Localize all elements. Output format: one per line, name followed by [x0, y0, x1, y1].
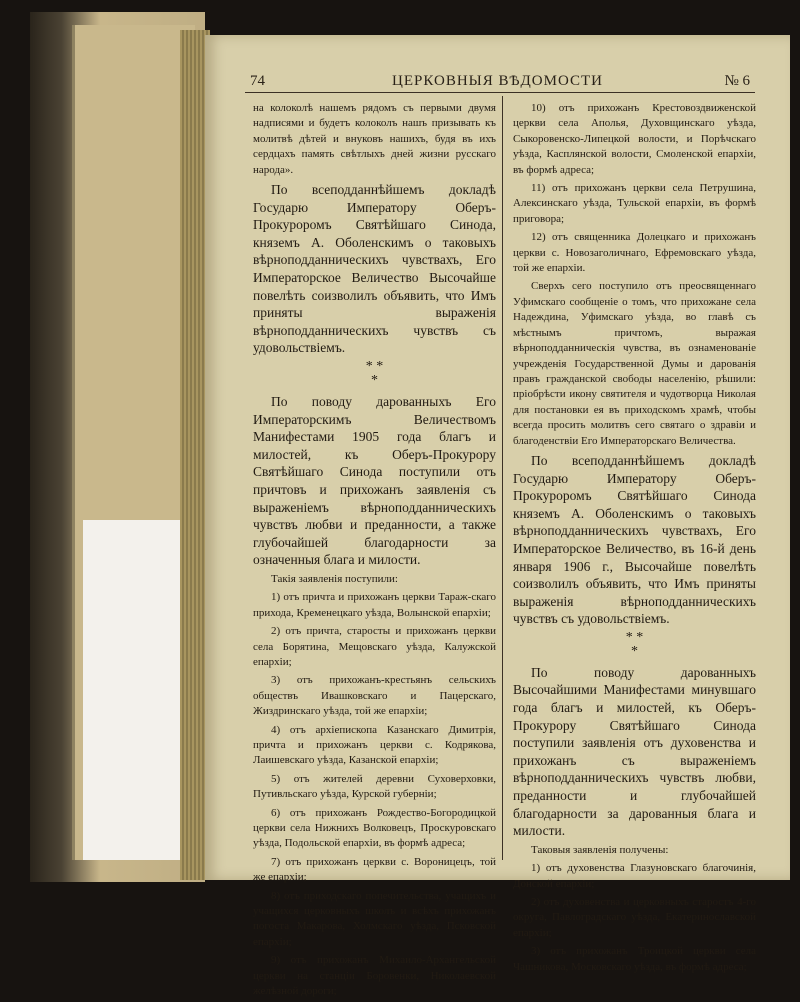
- paragraph: По поводу дарованныхъ Высочайшими Манифестами минувшаго года благъ и милостей, къ Оберъ-Прокурору Святѣйшаго Синода поступили заявленія отъ духовенства и прихожанъ съ выраженіемъ вѣрноподданническихъ чувствъ любви, преданности и глубочайшей благодарности за дарованныя блага и милости.: [513, 664, 756, 839]
- left-column: [253, 101, 496, 1002]
- list-item: 7) отъ прихожанъ церкви с. Вороницецъ, той же епархіи;: [253, 855, 496, 884]
- paragraph: По всеподданнѣйшемъ докладѣ Государю Императору Оберъ-Прокуроромъ Святѣйшаго Синода княземъ А. Оболенскимъ о таковыхъ вѣрноподданническихъ чувствахъ, Его Императорское Величество, въ 16-й день января 1906 г., Высочайше повелѣть соизволилъ объявить, что Имъ приняты выраженія вѣрноподданническихъ чувствъ съ удовольствіемъ.: [513, 452, 756, 627]
- column-divider: [502, 96, 503, 860]
- list-heading: Такія заявленія поступили:: [271, 572, 398, 585]
- paragraph: По всеподданнѣйшемъ докладѣ Государю Императору Оберъ-Прокуроромъ Святѣйшаго Синода, княземъ А. Оболенскимъ о таковыхъ вѣрноподданническихъ чувствахъ, Его Императорское Величество Высочайше повелѣть соизволилъ объявить, что Имъ приняты выраженія вѣрноподданническихъ чувствъ съ удовольствіемъ.: [253, 182, 496, 356]
- list-item: 4) отъ архіепископа Казанскаго Димитрія, причта и прихожанъ церкви с. Кодрякова, Лаишевскаго уѣзда, Казанской епархіи;: [253, 723, 496, 767]
- paragraph: Сверхъ сего поступило отъ преосвященнаго Уфимскаго сообщеніе о томъ, что прихожане села Надеждина, Уфимскаго уѣзда, во главѣ съ мѣстнымъ причтомъ, выражая вѣрноподданническія чувства, въ ознаменованіе учрежденія Государственной Думы и дарованія правъ гражданской свободы населенію, рѣшили: пріобрѣсти икону святителя и чудотворца Николая для постановки ея въ приходскомъ храмѣ, чтобы всегда просить молитвъ сего святаго о здравіи и благоденствіи Его Императорскаго Величества.: [513, 280, 756, 447]
- journal-title: ЦЕРКОВНЫЯ ВѢДОМОСТИ: [392, 73, 603, 89]
- list-item: 5) отъ жителей деревни Суховерховки, Путивльскаго уѣзда, Курской губерніи;: [253, 772, 496, 801]
- page-number: 74: [250, 73, 265, 89]
- list-item: 1) отъ причта и прихожанъ церкви Тараж-скаго прихода, Кременецкаго уѣзда, Волынской епархіи;: [253, 591, 496, 619]
- list-item: 1) отъ духовенства Глазуновскаго благочинія, Донской епархіи;: [513, 862, 756, 890]
- paragraph: По поводу дарованныхъ Его Императорскимъ Величествомъ Манифестами 1905 года благъ и милостей, къ Оберъ-Прокурору Святѣйшаго Синода поступили отъ причтовъ и прихожанъ заявленія съ выраженіемъ вѣрноподданническихъ чувствъ любви и преданности, а также глубочайшей благодарности за означенныя блага и милости.: [253, 393, 496, 568]
- paper-slip: [83, 520, 181, 860]
- list-item: 11) отъ прихожанъ церкви села Петрушина, Алексинскаго уѣзда, Тульской епархіи, въ формѣ приговора;: [513, 182, 756, 225]
- right-column: [513, 101, 756, 978]
- section-stars: * * *: [625, 629, 644, 659]
- list-heading: Таковыя заявленія получены:: [531, 843, 669, 856]
- header-rule: [245, 92, 755, 93]
- list-item: 3) отъ прихожанъ-крестьянъ сельскихъ обществъ Ивашковскаго и Пацерскаго, Жиздринскаго уѣзда, той же епархіи;: [253, 674, 496, 718]
- list-item: 3) отъ прихожанъ Троицкой церкви села Чашникова, Московскаго уѣзда, въ формѣ адреса;: [513, 945, 756, 973]
- paragraph: на колоколѣ нашемъ рядомъ съ первыми двумя надписями и будетъ колоколъ нашъ призывать къ молитвѣ дѣтей и внуковъ нашихъ, будя въ ихъ сердцахъ память свѣтлыхъ дней жизни русскаго народа».: [253, 102, 496, 176]
- list-item: 2) отъ духовенства и церковныхъ старостъ 4-го округа, Павлоградскаго уѣзда, Екатеринославской епархіи;: [513, 896, 756, 939]
- list-item: 12) отъ священника Долецкаго и прихожанъ церкви с. Новозаголичнаго, Ефремовскаго уѣзда, той же епархіи.: [513, 231, 756, 275]
- section-stars: * * *: [365, 358, 384, 388]
- list-item: 6) отъ прихожанъ Рождество-Богородицкой церкви села Нижнихъ Волковецъ, Проскуровскаго уѣзда, Подольской епархіи, въ формѣ адреса;: [253, 806, 496, 850]
- list-item: 2) отъ причта, старосты и прихожанъ церкви села Борятина, Мещовскаго уѣзда, Калужской епархіи;: [253, 625, 496, 668]
- book-page: [205, 35, 790, 998]
- list-item: 9) отъ прихожанъ Михаило-Архангельской церкви на станціи Боровенки, Николаевской желѣзной дороги;: [253, 954, 496, 998]
- issue-number: № 6: [724, 73, 750, 89]
- list-item: 10) отъ прихожанъ Крестовоздвиженской церкви села Аполья, Духовщинскаго уѣзда, Сыкоровенско-Липецкой волости, и Порѣчскаго уѣзда, Касплянской волости, Смоленской епархіи, въ формѣ адреса;: [513, 102, 756, 176]
- list-item: 8) отъ приходскаго попечительства, учащихъ и учащихся церковныхъ школъ и всѣхъ прихожанъ погоста Макарова, Холмскаго уѣзда, Псковской епархіи;: [253, 889, 496, 948]
